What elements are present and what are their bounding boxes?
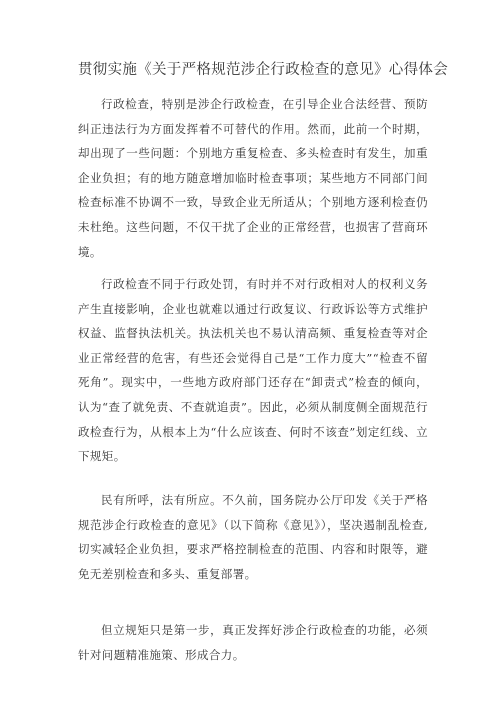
paragraph-2: 行政检查不同于行政处罚，有时并不对行政相对人的权利义务产生直接影响，企业也就难以通过行政复议、行政诉讼等方式维护权益、监督执法机关。执法机关也不易认清高频、重复检查等对企业正常经营的危害，有些还会觉得自己是“工作力度大”“检查不留死角”。现实中，一些地方政府部门还存在“卸责式”检查的倾向，认为“查了就免责、不查就追责”。因此，必须从制度侧全面规范行政检查行为，从根本上为“什么应该查、何时不该查”划定红线、立下规矩。 <box>78 277 428 464</box>
document-title: 贯彻实施《关于严格规范涉企行政检查的意见》心得体会 <box>78 62 448 78</box>
paragraph-1: 行政检查，特别是涉企行政检查，在引导企业合法经营、预防纠正违法行为方面发挥着不可替代的作用。然而，此前一个时期，却出现了一些问题：个别地方重复检查、多头检查时有发生，加重企业负担；有的地方随意增加临时检查事项；某些地方不同部门间检查标准不协调不一致，导致企业无所适从；个别地方逐利检查仍未杜绝。这些问题，不仅干扰了企业的正常经营，也损害了营商环境。 <box>78 97 428 259</box>
paragraph-3: 民有所呼，法有所应。不久前，国务院办公厅印发《关于严格规范涉企行政检查的意见》（以下简称《意见》），坚决遏制乱检查,切实减轻企业负担，要求严格控制检查的范围、内容和时限等，避免无差别检查和多头、重复部署。 <box>78 493 428 581</box>
paragraph-4: 但立规矩只是第一步，真正发挥好涉企行政检查的功能，必须针对问题精准施策、形成合力。 <box>78 623 428 662</box>
